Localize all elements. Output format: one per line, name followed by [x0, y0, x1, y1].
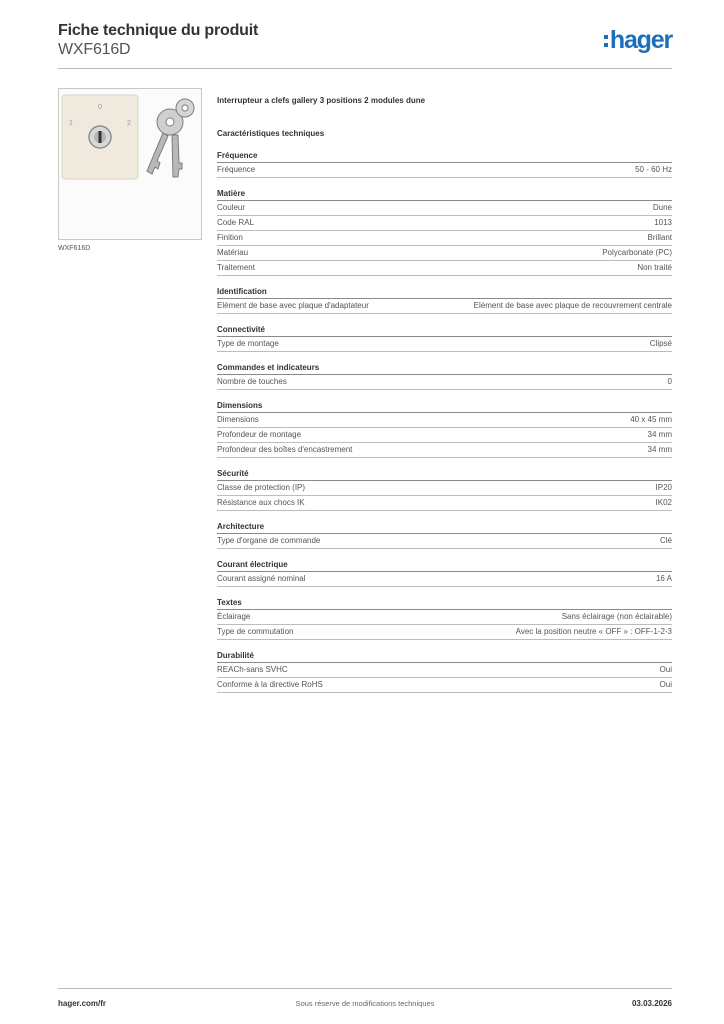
- spec-row: [217, 261, 672, 276]
- spec-value: Oui: [659, 680, 672, 689]
- section-title: Durabilité: [217, 651, 672, 663]
- spec-row: [217, 163, 672, 178]
- spec-row: [217, 337, 672, 352]
- spec-section: [217, 651, 672, 693]
- spec-row: [217, 299, 672, 314]
- spec-value: Brillant: [647, 233, 672, 242]
- switch-label-0: 0: [98, 104, 102, 111]
- keys-icon: [147, 99, 194, 177]
- spec-value: 50 - 60 Hz: [635, 165, 672, 174]
- section-title: Courant électrique: [217, 560, 672, 572]
- spec-section: [217, 401, 672, 458]
- spec-section: [217, 363, 672, 390]
- spec-label: Nombre de touches: [217, 377, 287, 386]
- spec-value: Clé: [659, 536, 672, 545]
- spec-row: [217, 481, 672, 496]
- spec-section: [217, 560, 672, 587]
- spec-row: [217, 201, 672, 216]
- spec-row: [217, 246, 672, 261]
- spec-section: [217, 189, 672, 276]
- key-switch-illustration: [59, 89, 201, 239]
- spec-label: Type de montage: [217, 339, 279, 348]
- spec-row: [217, 231, 672, 246]
- section-title: Identification: [217, 287, 672, 299]
- spec-label: Traitement: [217, 263, 255, 272]
- spec-sections: [217, 151, 672, 693]
- spec-label: Type de commutation: [217, 627, 294, 636]
- photo-caption: WXF616D: [58, 245, 91, 252]
- spec-value: IP20: [655, 483, 672, 492]
- spec-row: [217, 610, 672, 625]
- spec-label: Classe de protection (IP): [217, 483, 306, 492]
- logo-text: hager: [609, 25, 672, 54]
- section-title: Commandes et indicateurs: [217, 363, 672, 375]
- spec-label: Profondeur de montage: [217, 430, 302, 439]
- spec-value: IK02: [655, 498, 672, 507]
- spec-section: [217, 151, 672, 178]
- spec-label: Finition: [217, 233, 243, 242]
- spec-label: Code RAL: [217, 218, 254, 227]
- spec-value: Dune: [652, 203, 672, 212]
- spec-row: [217, 496, 672, 511]
- characteristics-title: Caractéristiques techniques: [217, 129, 325, 138]
- spec-value: Polycarbonate (PC): [602, 248, 672, 257]
- spec-row: [217, 375, 672, 390]
- spec-section: [217, 325, 672, 352]
- spec-value: 40 x 45 mm: [630, 415, 672, 424]
- spec-value: Avec la position neutre « OFF » : OFF-1-2-3: [515, 627, 672, 636]
- spec-row: [217, 216, 672, 231]
- section-title: Fréquence: [217, 151, 672, 163]
- spec-value: Sans éclairage (non éclairable): [561, 612, 672, 621]
- spec-value: 1013: [654, 218, 672, 227]
- spec-label: Résistance aux chocs IK: [217, 498, 305, 507]
- spec-row: [217, 428, 672, 443]
- spec-row: [217, 625, 672, 640]
- product-description: Interrupteur a clefs gallery 3 positions 2 modules dune: [217, 96, 426, 105]
- spec-value: Non traité: [637, 263, 672, 272]
- section-title: Matière: [217, 189, 672, 201]
- spec-label: Courant assigné nominal: [217, 574, 306, 583]
- hager-logo: [604, 25, 672, 55]
- spec-label: Elément de base avec plaque d'adaptateur: [217, 301, 369, 310]
- section-title: Architecture: [217, 522, 672, 534]
- section-title: Sécurité: [217, 469, 672, 481]
- spec-label: Matériau: [217, 248, 249, 257]
- spec-label: REACh-sans SVHC: [217, 665, 288, 674]
- switch-label-1: 1: [69, 120, 73, 127]
- spec-row: [217, 572, 672, 587]
- spec-label: Profondeur des boîtes d'encastrement: [217, 445, 353, 454]
- logo-dots-icon: [604, 35, 608, 47]
- spec-value: Elément de base avec plaque de recouvrement centrale: [473, 301, 672, 310]
- spec-section: [217, 598, 672, 640]
- product-details: [217, 96, 672, 693]
- spec-row: [217, 663, 672, 678]
- footer-date: 03.03.2026: [631, 999, 672, 1008]
- section-title: Connectivité: [217, 325, 672, 337]
- spec-section: [217, 287, 672, 314]
- page-title: Fiche technique du produit: [58, 22, 259, 39]
- product-reference: WXF616D: [58, 41, 131, 58]
- page-header: [58, 22, 672, 69]
- spec-value: Clipsé: [649, 339, 672, 348]
- section-title: Dimensions: [217, 401, 672, 413]
- spec-label: Type d'organe de commande: [217, 536, 321, 545]
- spec-label: Dimensions: [217, 415, 259, 424]
- spec-row: [217, 678, 672, 693]
- spec-value: 34 mm: [647, 445, 672, 454]
- spec-section: [217, 469, 672, 511]
- spec-value: 16 A: [655, 574, 672, 583]
- footer-disclaimer: Sous réserve de modifications techniques: [295, 999, 435, 1008]
- spec-label: Fréquence: [217, 165, 256, 174]
- spec-label: Couleur: [217, 203, 246, 212]
- spec-row: [217, 534, 672, 549]
- spec-label: Éclairage: [217, 612, 251, 621]
- switch-label-2: 2: [127, 120, 131, 127]
- spec-row: [217, 443, 672, 458]
- spec-section: [217, 522, 672, 549]
- spec-value: 0: [667, 377, 672, 386]
- section-title: Textes: [217, 598, 672, 610]
- spec-value: Oui: [659, 665, 672, 674]
- footer-website[interactable]: hager.com/fr: [58, 999, 107, 1008]
- spec-row: [217, 413, 672, 428]
- spec-label: Conforme à la directive RoHS: [217, 680, 323, 689]
- page-footer: [58, 988, 672, 1013]
- product-image: [58, 88, 202, 240]
- spec-value: 34 mm: [647, 430, 672, 439]
